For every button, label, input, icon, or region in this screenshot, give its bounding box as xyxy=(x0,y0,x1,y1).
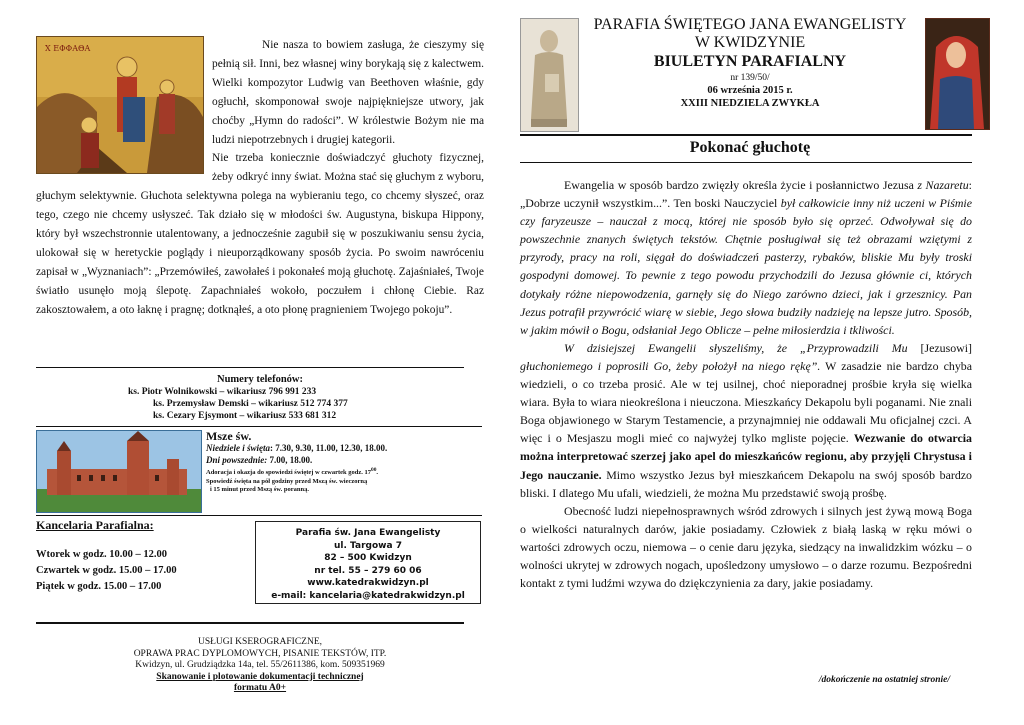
xerox-ad xyxy=(60,637,460,695)
adoration-note-sup: 00 xyxy=(371,467,377,473)
xerox-line-5: formatu A0+ xyxy=(233,683,287,694)
adoration-note: Adoracja i okazja do spowiedzi świętej w czwartek godz. 17 xyxy=(206,469,372,477)
office-hours-fri: Piątek w godz. 15.00 – 17.00 xyxy=(36,581,162,592)
xerox-line-3: Kwidzyn, ul. Grudziądzka 14a, tel. 55/2611386, kom. 509351969 xyxy=(135,660,385,671)
mass-times-block: Msze św. Niedziele i święta: 7.30, 9.30, 11.00, 12.30, 18.00. Dni powszednie: 7.00, 18.00. Adoracja i okazja do spowiedzi świętej w czwartek godz. $17^{00}$. Spowiedź święta na pół godziny przed Mszą św. wieczorną i 15 minut przed Mszą św. poranną. xyxy=(206,430,486,495)
contact-city: 82 – 500 Kwidzyn xyxy=(324,553,412,564)
intro-paragraph-2: Nie trzeba koniecznie doświadczyć głuchoty fizycznej, żeby odkryć inny świat. Można stać się głuchym z wyboru, głuchym selektywnie. Głuchota selektywna polega na wybieraniu tego, co chcemy słyszeć, oraz tego, czego nie chcemy usłyszeć. Tak działo się w młodości św. Augustyna, biskupa Hippony, który był wszechstronnie utalentowany, a jednocześnie zagubił się w poszukiwaniu sensu życia, ulokował się w heretyckie poglądy i nieuporządkowany sposób życia. Po swoim nawróceniu zapisał w „Wyznaniach”: „Przemówiłeś, zawołałeś i pokonałeś moją głuchotę. Zajaśniałeś, Twoje światło usunęło moją ślepotę. Zapachniałeś wokoło, poczułem i chłonę Ciebie. Raz zakosztowałem, a oto łaknę i pragnę; dotknąłeś, a oto płonę pragnieniem Twojego pokoju”. xyxy=(36,152,484,316)
phone-3: ks. Cezary Ejsymont – wikariusz 533 681 312 xyxy=(153,411,337,421)
header-rule xyxy=(520,134,972,136)
phones-block xyxy=(36,374,484,422)
ephphatha-icon-image xyxy=(36,36,204,174)
icon-caption: Χ ΕΦΦΑΘΑ xyxy=(45,44,91,53)
sunday-times: : 7.30, 9.30, 11.00, 12.30, 18.00. xyxy=(270,443,388,453)
article-paragraph-3: Obecność ludzi niepełnosprawnych wśród zdrowych i silnych jest żywą mową Boga o wielkości naturalnych darów, jakie posiadamy. Człowiek z białą laską w ręku mówi o wartości zdrowych oczu, niemowa – o cenie daru języka, siedzący na inwalidzkim wózku – o wolności ukrytej w zdrowych nogach, upośledzony umysłowo – o darze rozumu. Bezpośredni kontakt z tymi ludźmi wzywa do dziękczynienia za dary, jakie posiadamy. xyxy=(520,503,972,591)
phones-title: Numery telefonów: xyxy=(216,374,303,385)
article-body xyxy=(520,176,972,592)
contact-name: Parafia św. Jana Ewangelisty xyxy=(295,528,441,538)
xerox-line-4: Skanowanie i plotowanie dokumentacji technicznej xyxy=(156,671,364,682)
weekday-times: 7.00, 18.00. xyxy=(267,455,313,465)
parish-city: W KWIDZYNIE xyxy=(694,34,806,51)
madonna-painting-image xyxy=(925,18,990,130)
saint-john-statue-image xyxy=(520,18,579,132)
office-title: Kancelaria Parafialna: xyxy=(36,518,154,532)
mass-title: Msze św. xyxy=(206,429,252,443)
divider-1 xyxy=(36,367,464,368)
article-paragraph-2: W dzisiejszej Ewangelii słyszeliśmy, że „Przyprowadzili Mu [Jezusowi] głuchoniemego i poprosili Go, żeby położył na niego rękę”. W zasadzie nie bardzo chyba wiedzieli, o co trzeba prosić. Ale w tej usilnej, choć nieporadnej prośbie kryła się wielka wiara. Była to wiara nieokreślona i nieuczona. Mieszkańcy Dekapolu byli poganami. Nie znali Boga objawionego w Starym Testamencie, a przynajmniej nie oddawali Mu oficjalnej czci. A więc i o Mesjaszu mogli mieć co najwyżej tylko mgliste pojęcie. Wezwanie do otwarcia można interpretować szerzej jako apel do mieszkańców regionu, aby przyjęli Chrystusa i Jego nauczanie. Mimo wszystko Jezus był mieszkańcem Dekapolu na swój sposób bardzo bliski. I dlatego Mu ufali, wiedzieli, że można Mu przedstawić swoją prośbę. xyxy=(520,340,972,500)
contact-street: ul. Targowa 7 xyxy=(334,540,402,551)
weekday-label: Dni powszednie: xyxy=(206,455,268,465)
issue-date: 06 września 2015 r. xyxy=(707,85,793,96)
liturgical-sunday: XXIII NIEDZIELA ZWYKŁA xyxy=(680,98,820,109)
office-hours-tue: Wtorek w godz. 10.00 – 12.00 xyxy=(36,549,168,560)
xerox-line-2: OPRAWA PRAC DYPLOMOWYCH, PISANIE TEKSTÓW, ITP. xyxy=(133,648,387,659)
office-hours-thu: Czwartek w godz. 15.00 – 17.00 xyxy=(36,565,177,576)
headline-rule xyxy=(520,162,972,163)
article-paragraph-1: Ewangelia w sposób bardzo zwięzły określa życie i posłannictwo Jezusa z Nazaretu: „Dobrze uczynił wszystkim...”. Ten boski Nauczyciel był całkowicie inny niż uczeni w Piśmie czy faryzeusze – nauczał z mocą, której nie sposób było się oprzeć. Odwoływał się do powszechnie znanych świętych tekstów. Chętnie posługiwał się też obrazami wziętymi z przyrody, pracy na roli, sięgał do doświadczeń pasterzy, rybaków, bliskie Mu były troski gospodyni domowej. To pewnie z tego powodu przychodzili do Jezusa głównie ci, których dotykały różne niepowodzenia, garnęły się do Niego zarówno dzieci, jak i grzesznicy. Pan Jezus potrafił przywrócić wiarę w siebie, Jego słowa budziły nadzieję na lepsze jutro. Sposób, w jakim mówił o Bogu, odsłaniał Jego Oblicze – pełne miłosierdzia i tkliwości. xyxy=(520,178,972,337)
intro-paragraph-1: Nie nasza to bowiem zasługa, że cieszymy się pełnią sił. Inni, bez własnej winy borykają się z kalectwem. Wielki kompozytor Ludwig van Beethoven właśnie, gdy ogłuchł, skomponował swoje najpiękniejsze utwory, jak choćby „Hymn do radości”. W królestwie Bożym nie ma ludzi niepotrzebnych i drugiej kategorii. xyxy=(212,39,484,146)
phone-2: ks. Przemysław Demski – wikariusz 512 774 377 xyxy=(153,399,348,409)
issue-number: nr 139/50/ xyxy=(730,73,770,83)
contact-email-link[interactable]: e-mail: kancelaria@katedrakwidzyn.pl xyxy=(271,590,465,601)
article-headline: Pokonać głuchotę xyxy=(689,139,811,156)
confession-note: Spowiedź święta na pół godziny przed Mszą św. wieczorną xyxy=(206,477,368,485)
office-hours-block xyxy=(36,517,246,595)
phone-1: ks. Piotr Wolnikowski – wikariusz 796 991 233 xyxy=(128,387,317,397)
divider-3 xyxy=(36,515,482,516)
parish-name: PARAFIA ŚWIĘTEGO JANA EWANGELISTY xyxy=(593,16,907,33)
xerox-line-1: USŁUGI KSEROGRAFICZNE, xyxy=(197,637,323,647)
intro-text xyxy=(36,36,484,320)
bulletin-title: BIULETYN PARAFIALNY xyxy=(653,53,847,70)
parish-contact-box xyxy=(255,521,481,604)
bulletin-header xyxy=(580,16,920,110)
divider-4 xyxy=(36,622,464,624)
confession-note-2: i 15 minut przed Mszą św. poranną. xyxy=(210,486,309,494)
contact-phone: nr tel. 55 – 279 60 06 xyxy=(314,565,422,576)
divider-2 xyxy=(36,426,482,427)
continued-note: /dokończenie na ostatniej stronie/ xyxy=(818,675,950,685)
sunday-label: Niedziele i święta xyxy=(206,443,270,453)
castle-photo xyxy=(36,430,202,513)
contact-website-link[interactable]: www.katedrakwidzyn.pl xyxy=(307,578,429,589)
